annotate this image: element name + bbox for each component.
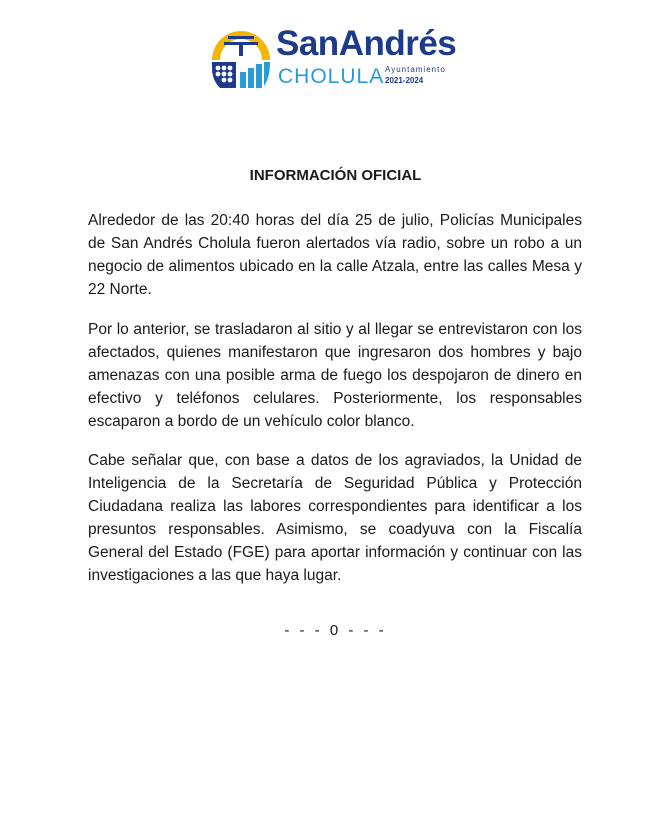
paragraph-investigation: Cabe señalar que, con base a datos de los agraviados, la Unidad de Inteligencia de la Secretaría de Seguridad Pública y Protección Ciudadana realiza las labores correspondientes para identificar a los presuntos responsables. Asimismo, se coadyuva con la Fiscalía General del Estado (FGE) para aportar información y continuar con las investigaciones a las que haya lugar. — [88, 452, 582, 584]
brand-name: SanAndrés — [276, 24, 457, 63]
brand-office: Ayuntamiento — [385, 65, 446, 74]
brand-years: 2021-2024 — [385, 76, 424, 85]
header-logo — [0, 18, 671, 108]
document-title: INFORMACIÓN OFICIAL — [249, 167, 422, 184]
san-andres-cholula-logo-icon — [206, 24, 276, 94]
brand-city: CHOLULA — [278, 65, 385, 88]
paragraph-incident: Alrededor de las 20:40 horas del día 25 de julio, Policías Municipales de San Andrés Cholula fueron alertados vía radio, sobre un robo a un negocio de alimentos ubicado en la calle Atzala, entre las calles Mesa y 22 Norte. — [88, 212, 582, 298]
end-separator: - - - 0 - - - — [284, 622, 387, 639]
paragraph-response: Por lo anterior, se trasladaron al sitio y al llegar se entrevistaron con los afectados, quienes manifestaron que ingresaron dos hombres y bajo amenazas con una posible arma de fuego los despojaron de dinero en efectivo y teléfonos celulares. Posteriormente, los responsables escaparon a bordo de un vehículo color blanco. — [88, 321, 582, 430]
